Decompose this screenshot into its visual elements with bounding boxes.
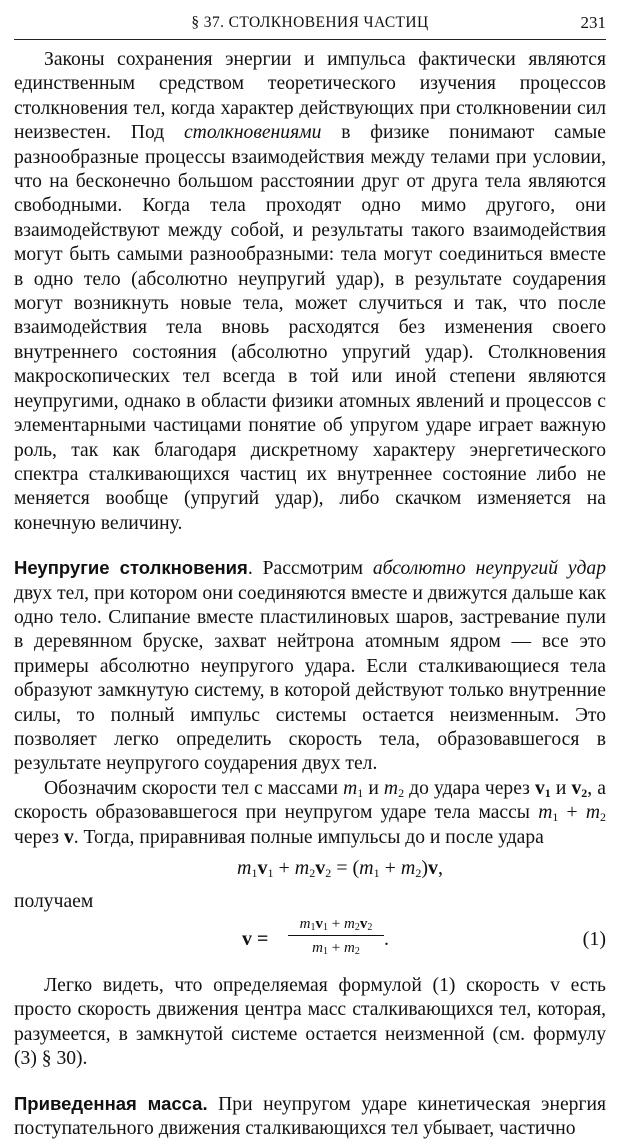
term-collisions: столкновениями — [183, 122, 322, 144]
fraction-numerator: $m_1v_1 + m_2v_2$ — [299, 916, 373, 933]
symbol-m1: $m_1$ — [343, 777, 364, 800]
page-number: 231 — [580, 13, 606, 32]
header-rule — [14, 39, 606, 40]
symbol-m1-plus-m2: $m_1 + m_2$ — [538, 802, 606, 825]
fraction-bar — [288, 935, 384, 936]
paragraph-inelastic-collisions: Неупругие столкновения. Рассмотрим абсолютно неупругий удар двух тел, при котором они соединяются вместе и движутся дальше как одно тело. Слипание вместе пластилиновых шаров, застревание пули в деревянном бруске, захват нейтрона атомным ядром — все это примеры абсолютно неупругого удара. Если сталкивающиеся тела образуют замкнутую систему, в которой действуют только внутренние силы, то полный импульс системы остается неизменным. Это позволяет легко определить скорость тела, образовавшегося в результате неупругого соударения двух тел. — [14, 557, 607, 775]
label-we-get: получаем — [14, 891, 94, 912]
paragraph-reduced-mass: Приведенная масса. При неупругом ударе кинетическая энергия поступательного движения сталкивающихся тел убывает, частично — [14, 1092, 606, 1140]
section-heading-reduced-mass: Приведенная масса. — [14, 1092, 208, 1114]
page-body — [14, 48, 606, 1141]
running-title: § 37. СТОЛКНОВЕНИЯ ЧАСТИЦ — [191, 14, 429, 31]
paragraph-center-of-mass: Легко видеть, что определяемая формулой (1) скорость v есть просто скорость движения центра масс сталкивающихся тел, которая, разумеется, в замкнутой системе остается неизменной (см. формулу (3) § 30). — [14, 975, 606, 1070]
symbol-v2: $v_2$ — [571, 777, 588, 800]
equation-number: (1) — [582, 928, 606, 950]
symbol-v1: $v_1$ — [535, 777, 551, 800]
paragraph-conservation-laws: Законы сохранения энергии и импульса фактически являются единственным средством теоретического изучения процессов столкновения тел, когда характер действующих при столкновении сил неизвестен. Под столкновениями в физике понимают самые разнообразные процессы взаимодействия между телами при условии, что на бесконечно большом расстоянии друг от друга тела являются свободными. Когда тела проходят одно мимо другого, они взаимодействуют между собой, и результаты такого взаимодействия могут быть самыми разнообразными: тела могут соединиться вместе в одно тело (абсолютно неупругий удар), в результате соударения могут возникнуть новые тела, может случиться и так, что после взаимодействия тела вновь расходятся без изменения своего внутреннего состояния (абсолютно упругий удар). Столкновения макроскопических тел всегда в той или иной степени являются неупругими, однако в области физики атомных явлений и процессов с элементарными частицами понятие об упругом ударе играет важную роль, так как благодаря дискретному характеру энергетического спектра сталкивающихся частиц их внутреннее состояние либо не меняется вообще (упругий удар), либо скачком изменяется на конечную величину. — [14, 49, 606, 534]
symbol-v: v — [63, 826, 74, 848]
equation-momentum-conservation: $m_1v_1 + m_2v_2 = (m_1 + m_2)v$, — [237, 857, 443, 880]
page-header — [14, 10, 606, 40]
symbol-m2: $m_2$ — [383, 777, 405, 800]
formula-fraction — [288, 914, 384, 958]
equation-velocity-formula: v = $m_1v_1 + m_2v_2$ $m_1 + m_2$ . (1) — [242, 916, 606, 957]
formula-lhs: v = — [242, 928, 269, 950]
paragraph-notation: Обозначим скорости тел с массами $m_1$ и $m_2$ до удара через $v_1$ и $v_2$, а скорость образовавшегося при неупругом ударе тела массы $m_1 + m_2$ через v. Тогда, приравнивая полные импульсы до и после удара — [14, 777, 606, 848]
section-heading-inelastic: Неупругие столкновения — [14, 557, 248, 579]
fraction-denominator: $m_1 + m_2$ — [312, 940, 360, 957]
term-inelastic-impact: абсолютно неупругий удар — [372, 558, 607, 580]
